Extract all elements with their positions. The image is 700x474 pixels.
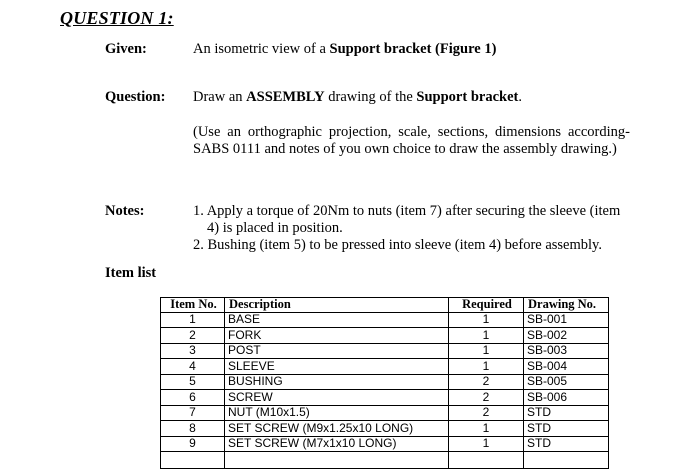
cell-required: 1 xyxy=(449,312,524,328)
cell-description: POST xyxy=(225,343,449,359)
question-text-bold-assembly: ASSEMBLY xyxy=(246,89,325,105)
cell-item-no: 1 xyxy=(161,312,225,328)
given-label: Given: xyxy=(105,41,147,57)
cell-description: BASE xyxy=(225,312,449,328)
notes-label: Notes: xyxy=(105,203,145,219)
table-row-empty xyxy=(161,452,609,469)
question-text-prefix: Draw an xyxy=(193,89,247,105)
cell-drawing-no: STD xyxy=(524,405,609,421)
table-row xyxy=(161,421,609,437)
table-row xyxy=(161,436,609,452)
given-text xyxy=(193,41,496,58)
cell-required: 1 xyxy=(449,343,524,359)
table-row xyxy=(161,343,609,359)
cell-item-no: 2 xyxy=(161,328,225,344)
given-text-bold: Support bracket (Figure 1) xyxy=(329,41,497,57)
cell-empty xyxy=(524,452,609,469)
header-description: Description xyxy=(225,298,449,313)
question-note: (Use an orthographic projection, scale, sections, dimensions according- SABS 0111 and notes of you own choice to draw the assembly drawing.) xyxy=(193,124,630,157)
note-item-2: 2. Bushing (item 5) to be pressed into sleeve (item 4) before assembly. xyxy=(193,237,602,253)
cell-item-no: 6 xyxy=(161,390,225,406)
cell-description: FORK xyxy=(225,328,449,344)
cell-item-no: 9 xyxy=(161,436,225,452)
cell-item-no: 5 xyxy=(161,374,225,390)
table-row xyxy=(161,359,609,375)
item-list-table xyxy=(160,297,609,469)
note-item-1: 1. Apply a torque of 20Nm to nuts (item 7) after securing the sleeve (item 4) is placed in position. xyxy=(193,203,621,236)
cell-drawing-no: SB-006 xyxy=(524,390,609,406)
header-required: Required xyxy=(449,298,524,313)
table-row xyxy=(161,390,609,406)
cell-item-no: 3 xyxy=(161,343,225,359)
question-text-bold-bracket: Support bracket xyxy=(416,89,519,105)
question-label: Question: xyxy=(105,89,166,105)
cell-description: BUSHING xyxy=(225,374,449,390)
header-drawing-no: Drawing No. xyxy=(524,298,609,313)
cell-required: 1 xyxy=(449,436,524,452)
cell-description: SET SCREW (M7x1x10 LONG) xyxy=(225,436,449,452)
given-text-prefix: An isometric view of a xyxy=(193,41,330,57)
table-row xyxy=(161,312,609,328)
cell-empty xyxy=(225,452,449,469)
cell-item-no: 4 xyxy=(161,359,225,375)
notes-list xyxy=(193,203,633,254)
cell-item-no: 7 xyxy=(161,405,225,421)
cell-drawing-no: SB-002 xyxy=(524,328,609,344)
cell-required: 2 xyxy=(449,390,524,406)
cell-description: SLEEVE xyxy=(225,359,449,375)
cell-required: 2 xyxy=(449,374,524,390)
cell-empty xyxy=(449,452,524,469)
cell-required: 1 xyxy=(449,359,524,375)
table-row xyxy=(161,328,609,344)
cell-drawing-no: SB-001 xyxy=(524,312,609,328)
cell-drawing-no: SB-005 xyxy=(524,374,609,390)
cell-description: SCREW xyxy=(225,390,449,406)
cell-empty xyxy=(161,452,225,469)
table-header-row xyxy=(161,298,609,313)
question-title: QUESTION 1: xyxy=(60,8,174,28)
item-list-label: Item list xyxy=(105,265,157,281)
cell-description: SET SCREW (M9x1.25x10 LONG) xyxy=(225,421,449,437)
cell-required: 2 xyxy=(449,405,524,421)
cell-drawing-no: SB-003 xyxy=(524,343,609,359)
table-row xyxy=(161,405,609,421)
table-row xyxy=(161,374,609,390)
question-text xyxy=(193,89,522,106)
cell-drawing-no: STD xyxy=(524,421,609,437)
cell-item-no: 8 xyxy=(161,421,225,437)
cell-required: 1 xyxy=(449,328,524,344)
header-item-no: Item No. xyxy=(161,298,225,313)
question-text-suffix: . xyxy=(518,89,522,105)
cell-drawing-no: STD xyxy=(524,436,609,452)
question-text-mid: drawing of the xyxy=(324,89,417,105)
cell-drawing-no: SB-004 xyxy=(524,359,609,375)
cell-required: 1 xyxy=(449,421,524,437)
cell-description: NUT (M10x1.5) xyxy=(225,405,449,421)
